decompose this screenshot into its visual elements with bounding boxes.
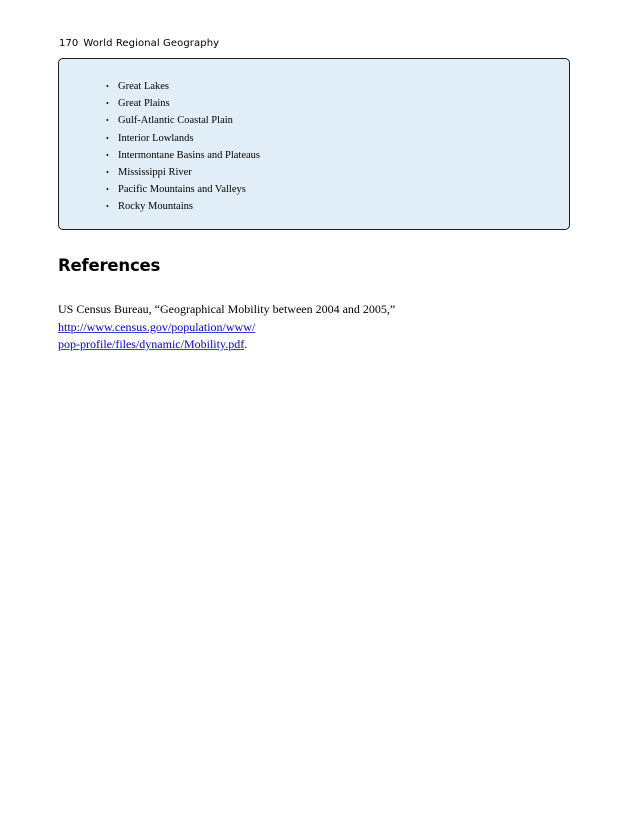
list-item [106, 95, 260, 112]
bullet-icon: • [106, 185, 109, 195]
reference-text: US Census Bureau, “Geographical Mobility between 2004 and 2005,” [58, 302, 396, 316]
reference-link-line-1: http://www.census.gov/population/www/ [58, 319, 256, 334]
running-header [59, 38, 219, 49]
reference-trailing-period: . [244, 337, 248, 351]
list-item [106, 130, 260, 147]
list-item-label: Great Lakes [118, 81, 170, 92]
list-item-label: Great Plains [118, 98, 170, 110]
list-item-label: Intermontane Basins and Plateaus [118, 149, 261, 161]
list-item-label: Mississippi River [118, 166, 192, 178]
list-item-label: Gulf-Atlantic Coastal Plain [118, 115, 233, 127]
list-item [106, 147, 260, 164]
bullet-icon: • [106, 99, 109, 109]
bullet-icon: • [106, 82, 109, 91]
list-item [106, 164, 260, 181]
bullet-icon: • [106, 116, 109, 126]
list-item-label: Pacific Mountains and Valleys [118, 184, 246, 196]
bullet-icon: • [106, 167, 109, 177]
bullet-icon: • [106, 133, 109, 143]
list-item-label: Rocky Mountains [118, 201, 193, 213]
book-title: World Regional Geography [83, 38, 220, 49]
reference-link-line-2: pop-profile/files/dynamic/Mobility.pdf [58, 337, 245, 351]
reference-link[interactable] [58, 320, 255, 352]
landform-regions-list [106, 78, 260, 216]
reference-entry [58, 301, 574, 354]
list-item [106, 112, 260, 129]
list-item [106, 181, 260, 198]
list-item [106, 198, 260, 215]
bullet-icon: • [106, 202, 109, 212]
references-heading: References [58, 256, 161, 275]
page-number: 170 [59, 38, 79, 49]
list-item-label: Interior Lowlands [118, 132, 194, 144]
bullet-icon: • [106, 150, 109, 160]
list-item [106, 78, 260, 95]
landform-regions-box [58, 58, 570, 230]
